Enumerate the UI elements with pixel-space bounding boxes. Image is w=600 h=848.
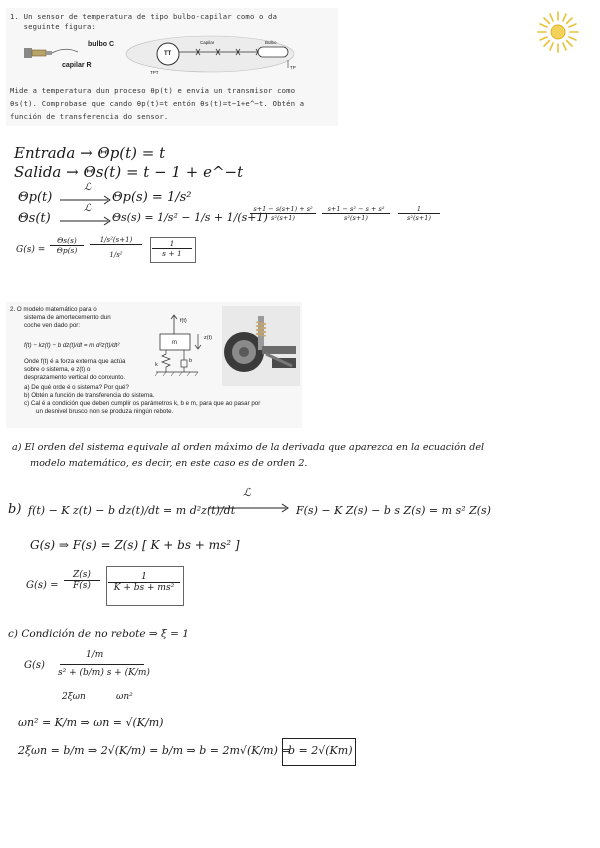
label-tp: TP [290, 65, 296, 70]
sol2-b-eq-right: F(s) − K Z(s) − b s Z(s) = m s² Z(s) [296, 504, 491, 517]
sol2-c-num: 1/m [86, 650, 104, 660]
problem1-text-line3: función de transferencia do sensor. [10, 112, 169, 121]
sol2-c-line-wn: ωn² = K/m ⇒ ωn = √(K/m) [18, 716, 164, 729]
p2-line4: Onde f(t) é a forza externa que actúa [24, 358, 126, 365]
sol2-laplace-label: ℒ [243, 486, 251, 499]
sol1-result-frac [152, 239, 192, 258]
frac2-den: s²(s+1) [344, 214, 368, 222]
sol2-c-line1: c) Condición de no rebote ⇒ ξ = 1 [8, 628, 189, 640]
sensor-figure [20, 32, 330, 78]
problem1-statement-line1: 1. Un sensor de temperatura de tipo bulbo-capilar como o da [10, 12, 278, 21]
p2-line3: coche ven dado por: [24, 322, 81, 329]
sol2-b-res-den: K + bs + ms² [113, 583, 175, 593]
p2-question-b: b) Obtén a función de transferencia do sistema. [24, 392, 155, 399]
sol2-a-line2: modelo matemático, es decir, en este caso es de orden 2. [30, 458, 308, 469]
sol2-b-G: G(s) = [26, 580, 59, 591]
label-tpt: TPT [150, 70, 159, 75]
sol1-result-num: 1 [152, 239, 192, 249]
sol1-G-den: Θp(s) [56, 246, 78, 255]
sol2-c-G: G(s) [24, 660, 45, 671]
sol1-entrada: Entrada → Θp(t) = t [14, 144, 166, 162]
problem1-statement-line2: seguinte figura: [10, 22, 97, 31]
sol1-G-mid-frac [90, 236, 142, 259]
frac1-num: s+1 − s(s+1) + s² [250, 205, 316, 214]
sol1-laplace1-left: Θp(t) [18, 190, 53, 205]
fig-ft: f(t) [180, 318, 187, 324]
label-bulbo: bulbo C [88, 41, 115, 48]
fig-b: b [189, 358, 193, 364]
label-capilar-small: Capilar [200, 40, 215, 45]
frac1 [250, 205, 316, 222]
sol1-laplace1-right: Θp(s) = 1/s² [112, 190, 192, 205]
frac3-num: 1 [398, 205, 440, 214]
sol1-laplace1-label: ℒ [84, 182, 92, 193]
sol2-b-eq-left: f(t) − K z(t) − b dz(t)/dt = m d²z(t)/dt [28, 504, 236, 517]
sol2-a-line1: a) El orden del sistema equivale al orden máximo de la derivada que aparezca en la ecuación del [12, 442, 485, 453]
sol2-b-line2: G(s) ⇒ F(s) = Z(s) [ K + bs + ms² ] [30, 538, 240, 552]
frac1-den: s²(s+1) [271, 214, 295, 222]
frac2-num: s+1 − s² − s + s² [322, 205, 390, 214]
sol1-G-label: G(s) = [16, 245, 46, 255]
p2-line5: sobre o sistema, e z(t) o [24, 366, 91, 373]
p2-line6: desprazamento vertical do conxunto. [24, 374, 126, 381]
sol2-c-den: s² + (b/m) s + (K/m) [58, 668, 150, 678]
sol2-b-result-frac [108, 572, 180, 593]
sol1-result-den: s + 1 [162, 249, 182, 258]
frac3-den: s²(s+1) [407, 214, 431, 222]
sol1-G-num: Θs(s) [50, 236, 84, 246]
fig-m: m [172, 340, 177, 346]
problem1-text-line2: θs(t). Comprobase que cando θp(t)=t entón θs(t)=t−1+e^−t. Obtén a [10, 99, 305, 108]
label-tt: TT [164, 51, 172, 57]
p2-question-c2: un desnivel brusco non se produza ningún rebote. [36, 408, 174, 415]
sol1-laplace2-right: Θs(s) = 1/s² − 1/s + 1/(s+1) [112, 211, 268, 224]
suspension-photo [222, 306, 300, 386]
sol1-salida: Salida → Θs(t) = t − 1 + e^−t [14, 163, 244, 181]
sol2-c-2xi: 2ξωn [62, 692, 86, 702]
frac3 [398, 205, 440, 222]
sol1-G-mid-den: 1/s² [109, 251, 123, 259]
label-bulbo-small: Bulbo [265, 40, 277, 45]
p2-equation: f(t) − kz(t) − b dz(t)/dt = m d²z(t)/dt² [24, 342, 120, 349]
sol1-G-frac [50, 236, 84, 255]
p2-question-c: c) Cal é a condición que deben cumplir os parámetros k, b e m, para que ao pasar por [24, 400, 261, 407]
p2-line2: sistema de amortecemento dun [24, 314, 111, 321]
sol2-c-fraction-bar [60, 664, 144, 665]
mass-spring-figure [154, 312, 226, 384]
sol2-c-line-final: 2ξωn = b/m ⇒ 2√(K/m) = b/m ⇒ b = 2m√(K/m) ⇒ [18, 744, 291, 757]
sol2-c-result: b = 2√(Km) [288, 744, 353, 757]
sol1-laplace2-left: Θs(t) [18, 211, 51, 226]
sol2-c-wn2: ωn² [116, 692, 133, 702]
sol1-G-mid-num: 1/s²(s+1) [90, 236, 142, 245]
p2-line1: 2. O modelo matemático para o [10, 306, 97, 313]
sol1-laplace2-label: ℒ [84, 203, 92, 214]
frac2 [322, 205, 390, 222]
fig-zt: z(t) [204, 335, 212, 341]
sol2-b-res-num: 1 [108, 572, 180, 583]
problem1-text-line1: Mide a temperatura dun proceso θp(t) e envía un transmisor como [10, 86, 296, 95]
label-capilar: capilar R [62, 62, 92, 69]
fig-k: k [155, 362, 158, 368]
sol2-b-G-den: F(s) [73, 581, 91, 591]
p2-question-a: a) De qué orde é o sistema? Por qué? [24, 384, 129, 391]
sun-logo-icon [536, 10, 580, 54]
sol2-laplace-arrow [206, 496, 292, 516]
sol2-b-G-frac [64, 570, 100, 591]
sol2-b-label: b) [8, 502, 22, 517]
sol2-b-G-num: Z(s) [64, 570, 100, 581]
